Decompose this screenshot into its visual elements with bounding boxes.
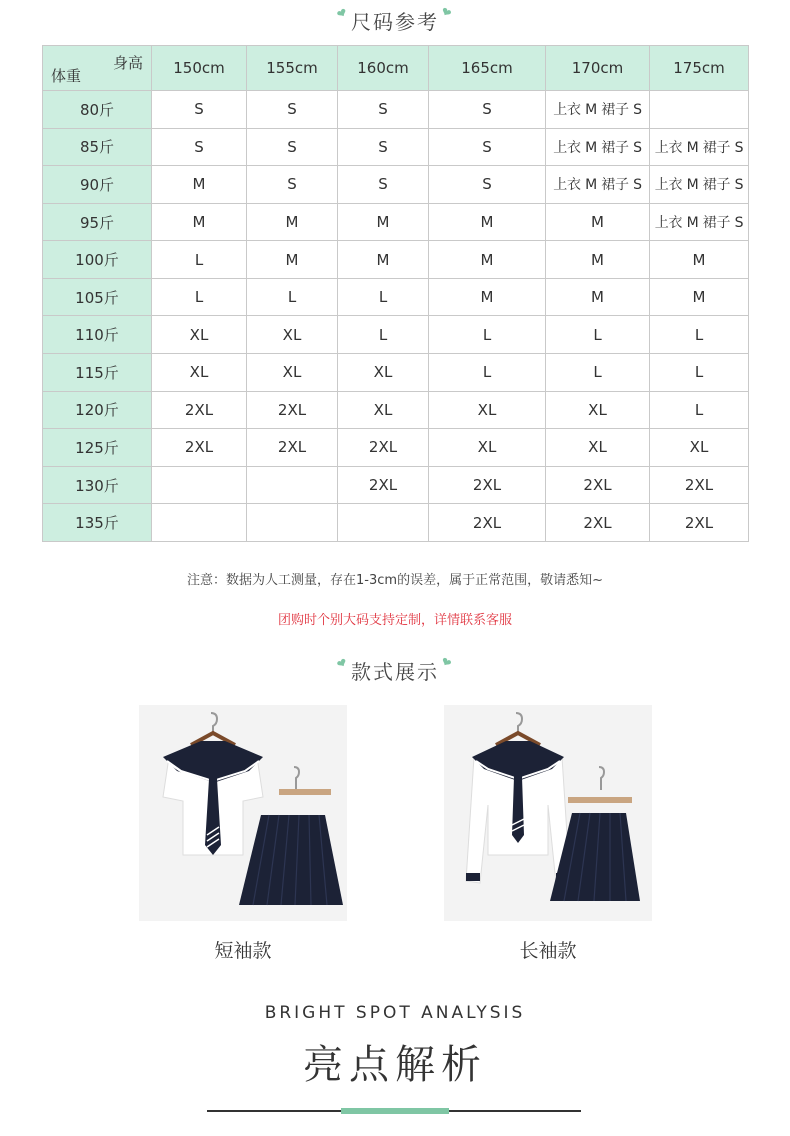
size-cell: M	[338, 241, 429, 279]
size-cell: S	[247, 91, 338, 129]
size-cell: M	[247, 241, 338, 279]
size-cell: 2XL	[650, 466, 749, 504]
size-cell: M	[546, 203, 650, 241]
bright-spot-english-title: BRIGHT SPOT ANALYSIS	[264, 1003, 526, 1023]
size-cell: S	[338, 128, 429, 166]
size-cell: 2XL	[338, 466, 429, 504]
size-cell: 2XL	[152, 429, 247, 467]
size-cell: S	[429, 91, 546, 129]
height-header: 150cm	[152, 46, 247, 91]
weight-cell: 90斤	[43, 166, 152, 204]
size-cell: 2XL	[650, 504, 749, 542]
table-row	[43, 466, 749, 504]
size-cell: XL	[152, 354, 247, 392]
size-cell: L	[429, 316, 546, 354]
size-cell: 2XL	[152, 391, 247, 429]
size-cell: L	[650, 391, 749, 429]
size-cell: M	[429, 278, 546, 316]
size-chart-table	[42, 45, 749, 542]
size-cell: S	[338, 166, 429, 204]
height-header: 170cm	[546, 46, 650, 91]
short-sleeve-caption: 短袖款	[214, 940, 272, 962]
size-cell: 上衣 M 裙子 S	[546, 166, 650, 204]
highlights-title: 亮点解析	[303, 1042, 487, 1088]
size-cell	[650, 91, 749, 129]
weight-cell: 100斤	[43, 241, 152, 279]
weight-cell: 110斤	[43, 316, 152, 354]
table-corner	[43, 46, 152, 91]
size-cell: M	[650, 278, 749, 316]
size-cell: 2XL	[247, 429, 338, 467]
custom-order-note: 团购时个别大码支持定制，详情联系客服	[277, 613, 512, 628]
table-row	[43, 128, 749, 166]
size-cell: 2XL	[247, 391, 338, 429]
size-cell: M	[546, 241, 650, 279]
size-cell: S	[429, 128, 546, 166]
size-cell: L	[338, 316, 429, 354]
size-cell: XL	[429, 429, 546, 467]
size-cell: M	[338, 203, 429, 241]
heart-leaf-icon: ❤	[334, 3, 352, 23]
weight-cell: 115斤	[43, 354, 152, 392]
size-cell: XL	[338, 354, 429, 392]
size-cell: 2XL	[338, 429, 429, 467]
table-row	[43, 278, 749, 316]
weight-cell: 135斤	[43, 504, 152, 542]
size-cell: L	[429, 354, 546, 392]
size-cell: XL	[247, 316, 338, 354]
size-cell: 2XL	[546, 466, 650, 504]
size-cell	[338, 504, 429, 542]
weight-axis-label: 体重	[51, 67, 82, 85]
table-row	[43, 241, 749, 279]
table-row	[43, 316, 749, 354]
heart-leaf-icon: ❤	[334, 653, 352, 673]
size-cell	[247, 504, 338, 542]
weight-cell: 130斤	[43, 466, 152, 504]
weight-cell: 80斤	[43, 91, 152, 129]
size-cell: XL	[152, 316, 247, 354]
size-cell: L	[546, 354, 650, 392]
size-cell: 2XL	[429, 504, 546, 542]
size-cell	[152, 466, 247, 504]
size-cell: 上衣 M 裙子 S	[650, 128, 749, 166]
size-cell: 上衣 M 裙子 S	[546, 91, 650, 129]
table-row	[43, 429, 749, 467]
table-header-row	[43, 46, 749, 91]
size-cell: S	[429, 166, 546, 204]
table-row	[43, 91, 749, 129]
size-cell: XL	[338, 391, 429, 429]
height-header: 165cm	[429, 46, 546, 91]
size-cell: L	[338, 278, 429, 316]
size-cell	[247, 466, 338, 504]
size-cell: S	[338, 91, 429, 129]
size-cell: 2XL	[546, 504, 650, 542]
size-cell: M	[429, 203, 546, 241]
size-cell: XL	[247, 354, 338, 392]
size-cell: M	[247, 203, 338, 241]
size-cell: S	[152, 128, 247, 166]
height-axis-label: 身高	[112, 54, 143, 72]
table-row	[43, 354, 749, 392]
size-cell: L	[152, 278, 247, 316]
size-cell: M	[152, 203, 247, 241]
weight-cell: 120斤	[43, 391, 152, 429]
size-cell: M	[429, 241, 546, 279]
table-row	[43, 504, 749, 542]
size-cell: S	[152, 91, 247, 129]
size-cell: 2XL	[429, 466, 546, 504]
long-sleeve-uniform-image	[444, 705, 652, 921]
size-cell: XL	[429, 391, 546, 429]
size-cell: 上衣 M 裙子 S	[650, 203, 749, 241]
measurement-note: 注意：数据为人工测量，存在1-3cm的误差，属于正常范围，敬请悉知~	[187, 573, 603, 588]
size-cell: S	[247, 128, 338, 166]
height-header: 155cm	[247, 46, 338, 91]
divider-accent	[341, 1108, 449, 1114]
size-cell: M	[152, 166, 247, 204]
style-section-title: ❤款式展示❤	[334, 653, 456, 684]
size-cell: M	[546, 278, 650, 316]
size-cell: M	[650, 241, 749, 279]
table-row	[43, 391, 749, 429]
size-cell: L	[247, 278, 338, 316]
heart-leaf-icon: ❤	[438, 3, 456, 23]
size-cell: L	[650, 354, 749, 392]
height-header: 160cm	[338, 46, 429, 91]
weight-cell: 95斤	[43, 203, 152, 241]
size-cell: XL	[546, 429, 650, 467]
size-cell: XL	[650, 429, 749, 467]
height-header: 175cm	[650, 46, 749, 91]
size-cell	[152, 504, 247, 542]
size-cell: 上衣 M 裙子 S	[546, 128, 650, 166]
short-sleeve-uniform-image	[139, 705, 347, 921]
weight-cell: 105斤	[43, 278, 152, 316]
size-cell: S	[247, 166, 338, 204]
long-sleeve-caption: 长袖款	[519, 940, 577, 962]
size-cell: L	[546, 316, 650, 354]
table-row	[43, 203, 749, 241]
weight-cell: 125斤	[43, 429, 152, 467]
size-cell: XL	[546, 391, 650, 429]
size-section-title: ❤尺码参考❤	[334, 3, 456, 34]
size-cell: 上衣 M 裙子 S	[650, 166, 749, 204]
heart-leaf-icon: ❤	[438, 653, 456, 673]
table-row	[43, 166, 749, 204]
weight-cell: 85斤	[43, 128, 152, 166]
size-cell: L	[152, 241, 247, 279]
size-cell: L	[650, 316, 749, 354]
